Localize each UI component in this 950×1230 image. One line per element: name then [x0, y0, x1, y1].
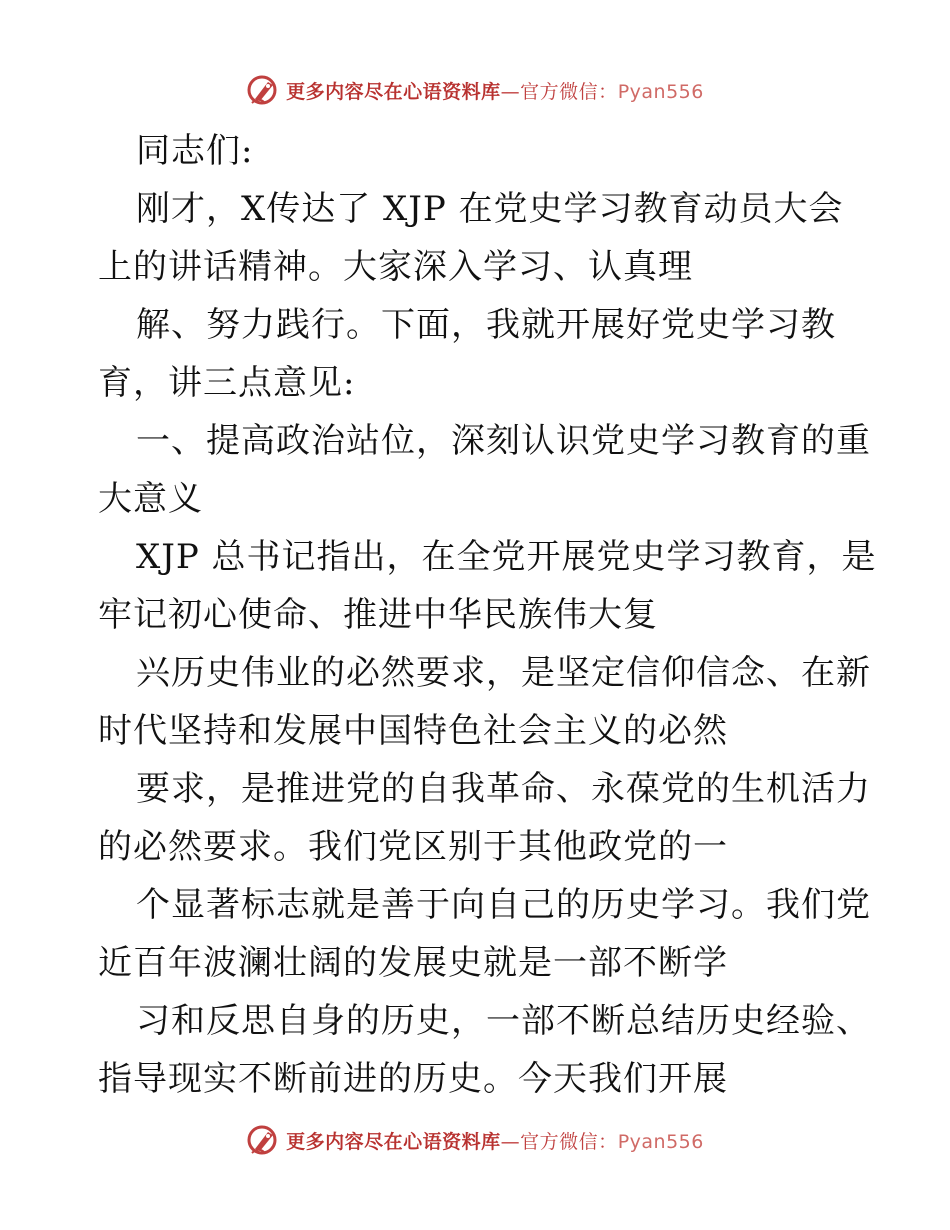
banner-separator: — — [500, 1130, 521, 1153]
paragraph-line: 要求，是推进党的自我革命、永葆党的生机活力 — [136, 769, 871, 809]
paragraph-line: 个显著标志就是善于向自己的历史学习。我们党 — [136, 885, 871, 925]
paragraph-line: 牢记初心使命、推进中华民族伟大复 — [98, 595, 658, 635]
site-name: 更多内容尽在心语资料库 — [286, 80, 501, 103]
paragraph-line: 解、努力践行。下面，我就开展好党史学习教 — [136, 305, 836, 345]
paragraph-line: 育，讲三点意见: — [98, 363, 356, 403]
paragraph-line: 的必然要求。我们党区别于其他政党的一 — [98, 827, 728, 867]
banner-separator: — — [500, 80, 521, 103]
paragraph-line: 刚才，X传达了 XJP 在党史学习教育动员大会 — [136, 189, 844, 229]
wechat-label: 官方微信： — [520, 80, 618, 103]
paragraph-line: XJP 总书记指出，在全党开展党史学习教育，是 — [136, 537, 877, 577]
section-heading-line: 大意义 — [98, 479, 203, 519]
section-heading-line: 一、提高政治站位，深刻认识党史学习教育的重 — [136, 421, 871, 461]
paragraph-line: 兴历史伟业的必然要求，是坚定信仰信念、在新 — [136, 653, 871, 693]
paragraph-line: 同志们: — [136, 131, 254, 171]
wechat-id: Pyan556 — [617, 1130, 704, 1153]
document-body — [98, 122, 877, 1108]
paragraph-line: 上的讲话精神。大家深入学习、认真理 — [98, 247, 693, 287]
paragraph-line: 指导现实不断前进的历史。今天我们开展 — [98, 1059, 728, 1099]
paragraph-line: 习和反思自身的历史，一部不断总结历史经验、 — [136, 1001, 871, 1041]
banner-text — [286, 1127, 704, 1154]
header-banner — [0, 72, 950, 108]
red-fountain-pen-logo-icon — [246, 1123, 280, 1157]
paragraph-line: 时代坚持和发展中国特色社会主义的必然 — [98, 711, 728, 751]
red-fountain-pen-logo-icon — [246, 73, 280, 107]
banner-text — [286, 77, 704, 104]
site-name: 更多内容尽在心语资料库 — [286, 1130, 501, 1153]
paragraph-line: 近百年波澜壮阔的发展史就是一部不断学 — [98, 943, 728, 983]
footer-banner — [0, 1122, 950, 1158]
wechat-id: Pyan556 — [617, 80, 704, 103]
wechat-label: 官方微信： — [520, 1130, 618, 1153]
